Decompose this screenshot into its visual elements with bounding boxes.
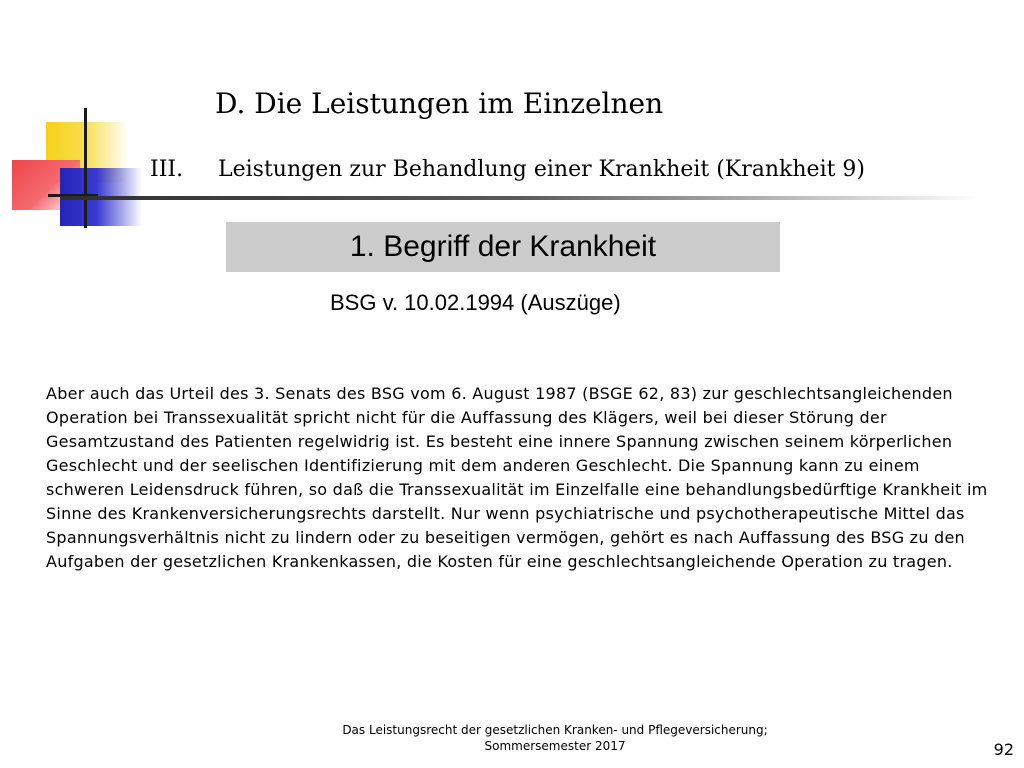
source-citation: BSG v. 10.02.1994 (Auszüge): [330, 290, 621, 315]
slide-logo-graphic: [0, 100, 150, 235]
body-paragraph: Aber auch das Urteil des 3. Senats des BSG vom 6. August 1987 (BSGE 62, 83) zur geschlechtsangleichenden Operation bei Transsexualität spricht nicht für die Auffassung des Klägers, weil bei dieser Störung der Gesamtzustand des Patienten regelwidrig ist. Es besteht eine innere Spannung zwischen seinem körperlichen Geschlecht und der seelischen Identifizierung mit dem anderen Geschlecht. Die Spannung kann zu einem schweren Leidensdruck führen, so daß die Transsexualität im Einzelfalle eine behandlungsbedürftige Krankheit im Sinne des Krankenversicherungsrechts darstellt. Nur wenn psychiatrische und psychotherapeutische Mittel das Spannungsverhältnis nicht zu lindern oder zu beseitigen vermögen, gehört es nach Auffassung des BSG zu den Aufgaben der gesetzlichen Krankenkassen, die Kosten für eine geschlechtsangleichende Operation zu tragen.: [46, 384, 988, 571]
section-heading-text: 1. Begriff der Krankheit: [349, 230, 657, 263]
footer-line-2: Sommersemester 2017: [484, 739, 626, 753]
title-divider: [60, 196, 980, 200]
slide-subtitle: [150, 155, 865, 185]
footer-line-1: Das Leistungsrecht der gesetzlichen Kranken- und Pflegeversicherung;: [342, 723, 768, 737]
slide-footer: [290, 722, 820, 754]
subtitle-number: III.: [150, 157, 184, 182]
logo-vertical-line: [84, 108, 87, 228]
section-heading: [226, 222, 780, 272]
subtitle-text: Leistungen zur Behandlung einer Krankheit (Krankheit 9): [218, 157, 866, 182]
slide-title: D. Die Leistungen im Einzelnen: [215, 87, 664, 120]
page-number: 92: [993, 740, 1014, 759]
